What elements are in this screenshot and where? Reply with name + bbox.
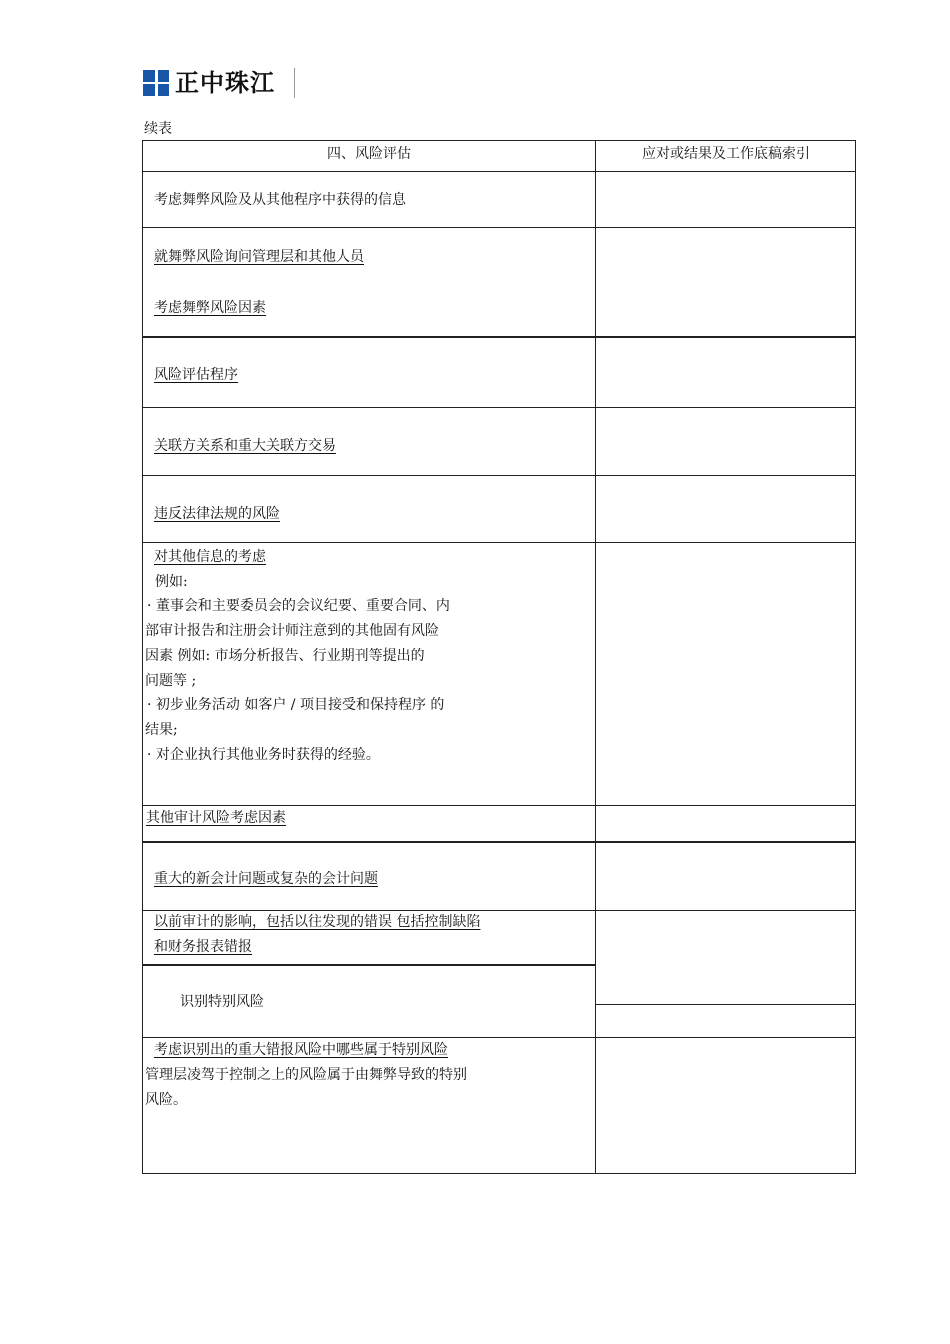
prior-audit-item-line: 和财务报表错报	[154, 939, 252, 955]
row-line	[142, 841, 856, 843]
row-line	[142, 475, 856, 476]
row-line	[142, 336, 856, 338]
other-info-line: 部审计报告和注册会计师注意到的其他固有风险	[145, 623, 439, 639]
other-info-line: 结果;	[145, 722, 178, 738]
new-accounting-item: 重大的新会计问题或复杂的会计问题	[154, 871, 378, 887]
row-line	[142, 542, 856, 543]
row-line	[142, 910, 856, 911]
row-line	[142, 171, 856, 172]
other-info-heading: 对其他信息的考虑	[154, 549, 266, 565]
row-line	[142, 407, 856, 408]
column-divider	[595, 140, 596, 1174]
other-info-line: 例如:	[155, 574, 188, 590]
row-line	[142, 227, 856, 228]
row-line	[142, 964, 596, 966]
row-line	[142, 805, 856, 806]
special-risk-item: 考虑识别出的重大错报风险中哪些属于特别风险	[154, 1042, 448, 1058]
special-risk-note-line: 风险。	[145, 1092, 187, 1108]
header-risk-assessment: 四、风险评估	[327, 146, 411, 162]
prior-audit-item-line: 以前审计的影响，包括以往发现的错误 包括控制缺陷	[154, 914, 481, 930]
continued-label: 续表	[144, 121, 172, 137]
other-info-line: · 初步业务活动 如客户 / 项目接受和保持程序 的	[147, 697, 445, 713]
legal-violation-item: 违反法律法规的风险	[154, 506, 280, 522]
logo-mark-icon	[143, 70, 169, 96]
fraud-inquiry-item: 就舞弊风险询问管理层和其他人员	[154, 249, 364, 265]
header-response-index: 应对或结果及工作底稿索引	[642, 146, 810, 162]
logo-brand-text: 正中珠江	[175, 69, 275, 97]
other-info-line: · 对企业执行其他业务时获得的经验。	[147, 747, 380, 763]
company-logo	[143, 67, 297, 99]
identify-special-risk-heading: 识别特别风险	[180, 994, 264, 1010]
risk-procedures-item: 风险评估程序	[154, 367, 238, 383]
row-line	[142, 1037, 856, 1038]
other-info-line: 因素 例如: 市场分析报告、行业期刊等提出的	[145, 648, 425, 664]
other-audit-factors-heading: 其他审计风险考虑因素	[146, 810, 286, 826]
fraud-info-heading: 考虑舞弊风险及从其他程序中获得的信息	[154, 192, 406, 208]
other-info-line: · 董事会和主要委员会的会议纪要、重要合同、内	[147, 598, 450, 614]
fraud-factors-item: 考虑舞弊风险因素	[154, 300, 266, 316]
other-info-line: 问题等 ;	[145, 673, 197, 689]
related-party-item: 关联方关系和重大关联方交易	[154, 438, 336, 454]
special-risk-note-line: 管理层凌驾于控制之上的风险属于由舞弊导致的特别	[145, 1067, 467, 1083]
row-line	[596, 1004, 856, 1005]
logo-divider	[294, 68, 295, 98]
